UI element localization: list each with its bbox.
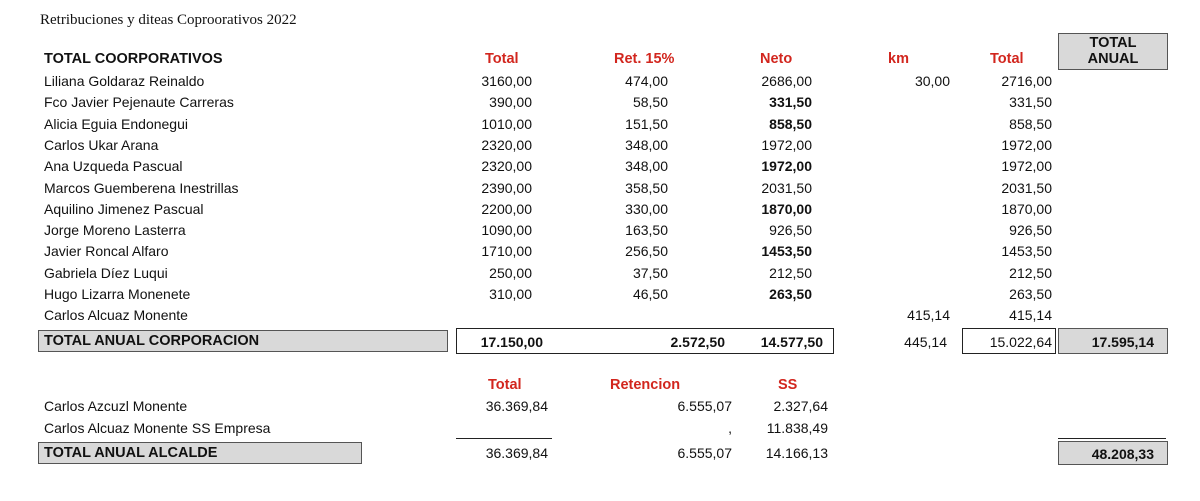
corp-row-neto: 2031,50 xyxy=(761,179,812,196)
alc-row-0-ss: 2.327,64 xyxy=(773,398,828,414)
corp-row-name: Jorge Moreno Lasterra xyxy=(44,222,186,239)
corp-row-name: Gabriela Díez Luqui xyxy=(44,264,168,281)
alc-row-1-ss: 11.838,49 xyxy=(766,420,828,436)
alc-total-ss: 14.166,13 xyxy=(765,445,828,461)
corp-row-total2: 212,50 xyxy=(1009,264,1052,281)
corp-row-ret: 330,00 xyxy=(625,200,668,217)
corp-row-total: 250,00 xyxy=(489,264,532,281)
corp-row-neto: 212,50 xyxy=(769,264,812,281)
alc-col-header-total: Total xyxy=(488,377,522,393)
corp-row-km: 30,00 xyxy=(914,73,950,89)
corp-row-total2: 263,50 xyxy=(1009,286,1052,302)
alc-row-1-name: Carlos Alcuaz Monente SS Empresa xyxy=(44,420,271,436)
corp-row-ret: 163,50 xyxy=(625,222,668,239)
corp-row-neto: 926,50 xyxy=(769,222,812,239)
col-header-neto: Neto xyxy=(760,51,793,67)
corp-row-ret: 256,50 xyxy=(625,243,668,260)
corp-row-neto: 1870,00 xyxy=(761,200,812,217)
corp-total-label: TOTAL ANUAL CORPORACION xyxy=(44,333,260,349)
alc-col-header-ss: SS xyxy=(778,377,798,393)
corp-row-total2: 1453,50 xyxy=(1001,243,1052,260)
alc-rule-anual xyxy=(1058,438,1166,439)
alc-row-0-total: 36.369,84 xyxy=(485,398,548,414)
corp-row-total: 2320,00 xyxy=(481,158,532,175)
col-header-anual-2: ANUAL xyxy=(1087,51,1139,67)
corp-total-total: 17.150,00 xyxy=(480,334,543,350)
col-header-total: Total xyxy=(485,51,519,67)
corp-row-total2: 331,50 xyxy=(1009,94,1052,111)
corp-total-total2: 15.022,64 xyxy=(989,334,1052,350)
corp-row-total2: 1870,00 xyxy=(1001,200,1052,217)
corp-row-total2: 2031,50 xyxy=(1001,179,1052,196)
corp-row-total: 390,00 xyxy=(489,94,532,111)
corp-row-total: 3160,00 xyxy=(481,73,532,89)
corp-row-name: Hugo Lizarra Monenete xyxy=(44,286,191,302)
corp-total-km: 445,14 xyxy=(904,334,947,350)
corp-row-total2: 1972,00 xyxy=(1001,158,1052,175)
corp-row-neto: 331,50 xyxy=(769,94,812,111)
corp-row-ret: 358,50 xyxy=(625,179,668,196)
corp-row-ret: 46,50 xyxy=(632,286,668,302)
corp-row-name: Alicia Eguia Endonegui xyxy=(44,115,188,132)
corp-row-total: 1010,00 xyxy=(481,115,532,132)
corp-row-ret: 151,50 xyxy=(625,115,668,132)
document-title: Retribuciones y diteas Coproorativos 2022 xyxy=(40,12,297,28)
corp-row-neto: 2686,00 xyxy=(761,73,812,89)
corp-row-ret: 474,00 xyxy=(625,73,668,89)
corp-row-neto: 1453,50 xyxy=(761,243,812,260)
corp-row-total2: 858,50 xyxy=(1009,115,1052,132)
alc-row-0-ret: 6.555,07 xyxy=(677,398,732,414)
corp-row-name: Ana Uzqueda Pascual xyxy=(44,158,183,175)
corp-row-name: Marcos Guemberena Inestrillas xyxy=(44,179,239,196)
section-label: TOTAL COORPORATIVOS xyxy=(44,51,223,67)
corp-row-neto: 1972,00 xyxy=(761,158,812,175)
corp-row-total: 2390,00 xyxy=(481,179,532,196)
col-header-anual-1: TOTAL xyxy=(1089,35,1137,51)
corp-row-ret: 348,00 xyxy=(625,158,668,175)
corp-row-name: Carlos Alcuaz Monente xyxy=(44,307,188,324)
corp-row-total2: 2716,00 xyxy=(1001,73,1052,89)
corp-row-ret: 37,50 xyxy=(632,264,668,281)
col-header-ret: Ret. 15% xyxy=(614,51,675,67)
alc-row-1-ret: , xyxy=(728,420,732,436)
corp-row-neto: 1972,00 xyxy=(761,136,812,153)
corp-row-name: Liliana Goldaraz Reinaldo xyxy=(44,73,205,89)
corp-row-neto: 858,50 xyxy=(769,115,812,132)
corp-row-neto: 263,50 xyxy=(769,286,812,302)
alc-total-anual: 48.208,33 xyxy=(1091,446,1154,462)
corp-row-total: 2200,00 xyxy=(481,200,532,217)
corp-row-total2: 926,50 xyxy=(1009,222,1052,239)
corp-row-ret: 348,00 xyxy=(625,136,668,153)
corp-total-anual: 17.595,14 xyxy=(1091,334,1154,350)
corp-row-total: 1710,00 xyxy=(481,243,532,260)
corp-row-total2: 415,14 xyxy=(1009,307,1052,324)
corp-row-name: Aquilino Jimenez Pascual xyxy=(44,200,204,217)
alc-total-total: 36.369,84 xyxy=(485,445,548,461)
corp-row-total2: 1972,00 xyxy=(1001,136,1052,153)
corp-row-name: Fco Javier Pejenaute Carreras xyxy=(44,94,234,111)
corp-row-ret: 58,50 xyxy=(632,94,668,111)
col-header-total2: Total xyxy=(990,51,1024,67)
corp-row-total: 310,00 xyxy=(489,286,532,302)
corp-total-neto: 14.577,50 xyxy=(760,334,823,350)
alc-total-label: TOTAL ANUAL ALCALDE xyxy=(44,445,218,461)
col-header-km: km xyxy=(888,51,909,67)
corp-row-km: 415,14 xyxy=(907,307,950,324)
alc-row-0-name: Carlos Azcuzl Monente xyxy=(44,398,188,414)
corp-row-total: 2320,00 xyxy=(481,136,532,153)
alc-col-header-ret: Retencion xyxy=(610,377,681,393)
corp-row-total: 1090,00 xyxy=(481,222,532,239)
corp-row-name: Carlos Ukar Arana xyxy=(44,136,159,153)
col-header-anual xyxy=(1058,33,1168,70)
alc-total-ret: 6.555,07 xyxy=(677,445,732,461)
alc-rule-total xyxy=(456,438,552,439)
corp-total-ret: 2.572,50 xyxy=(670,334,725,350)
corp-row-name: Javier Roncal Alfaro xyxy=(44,243,169,260)
